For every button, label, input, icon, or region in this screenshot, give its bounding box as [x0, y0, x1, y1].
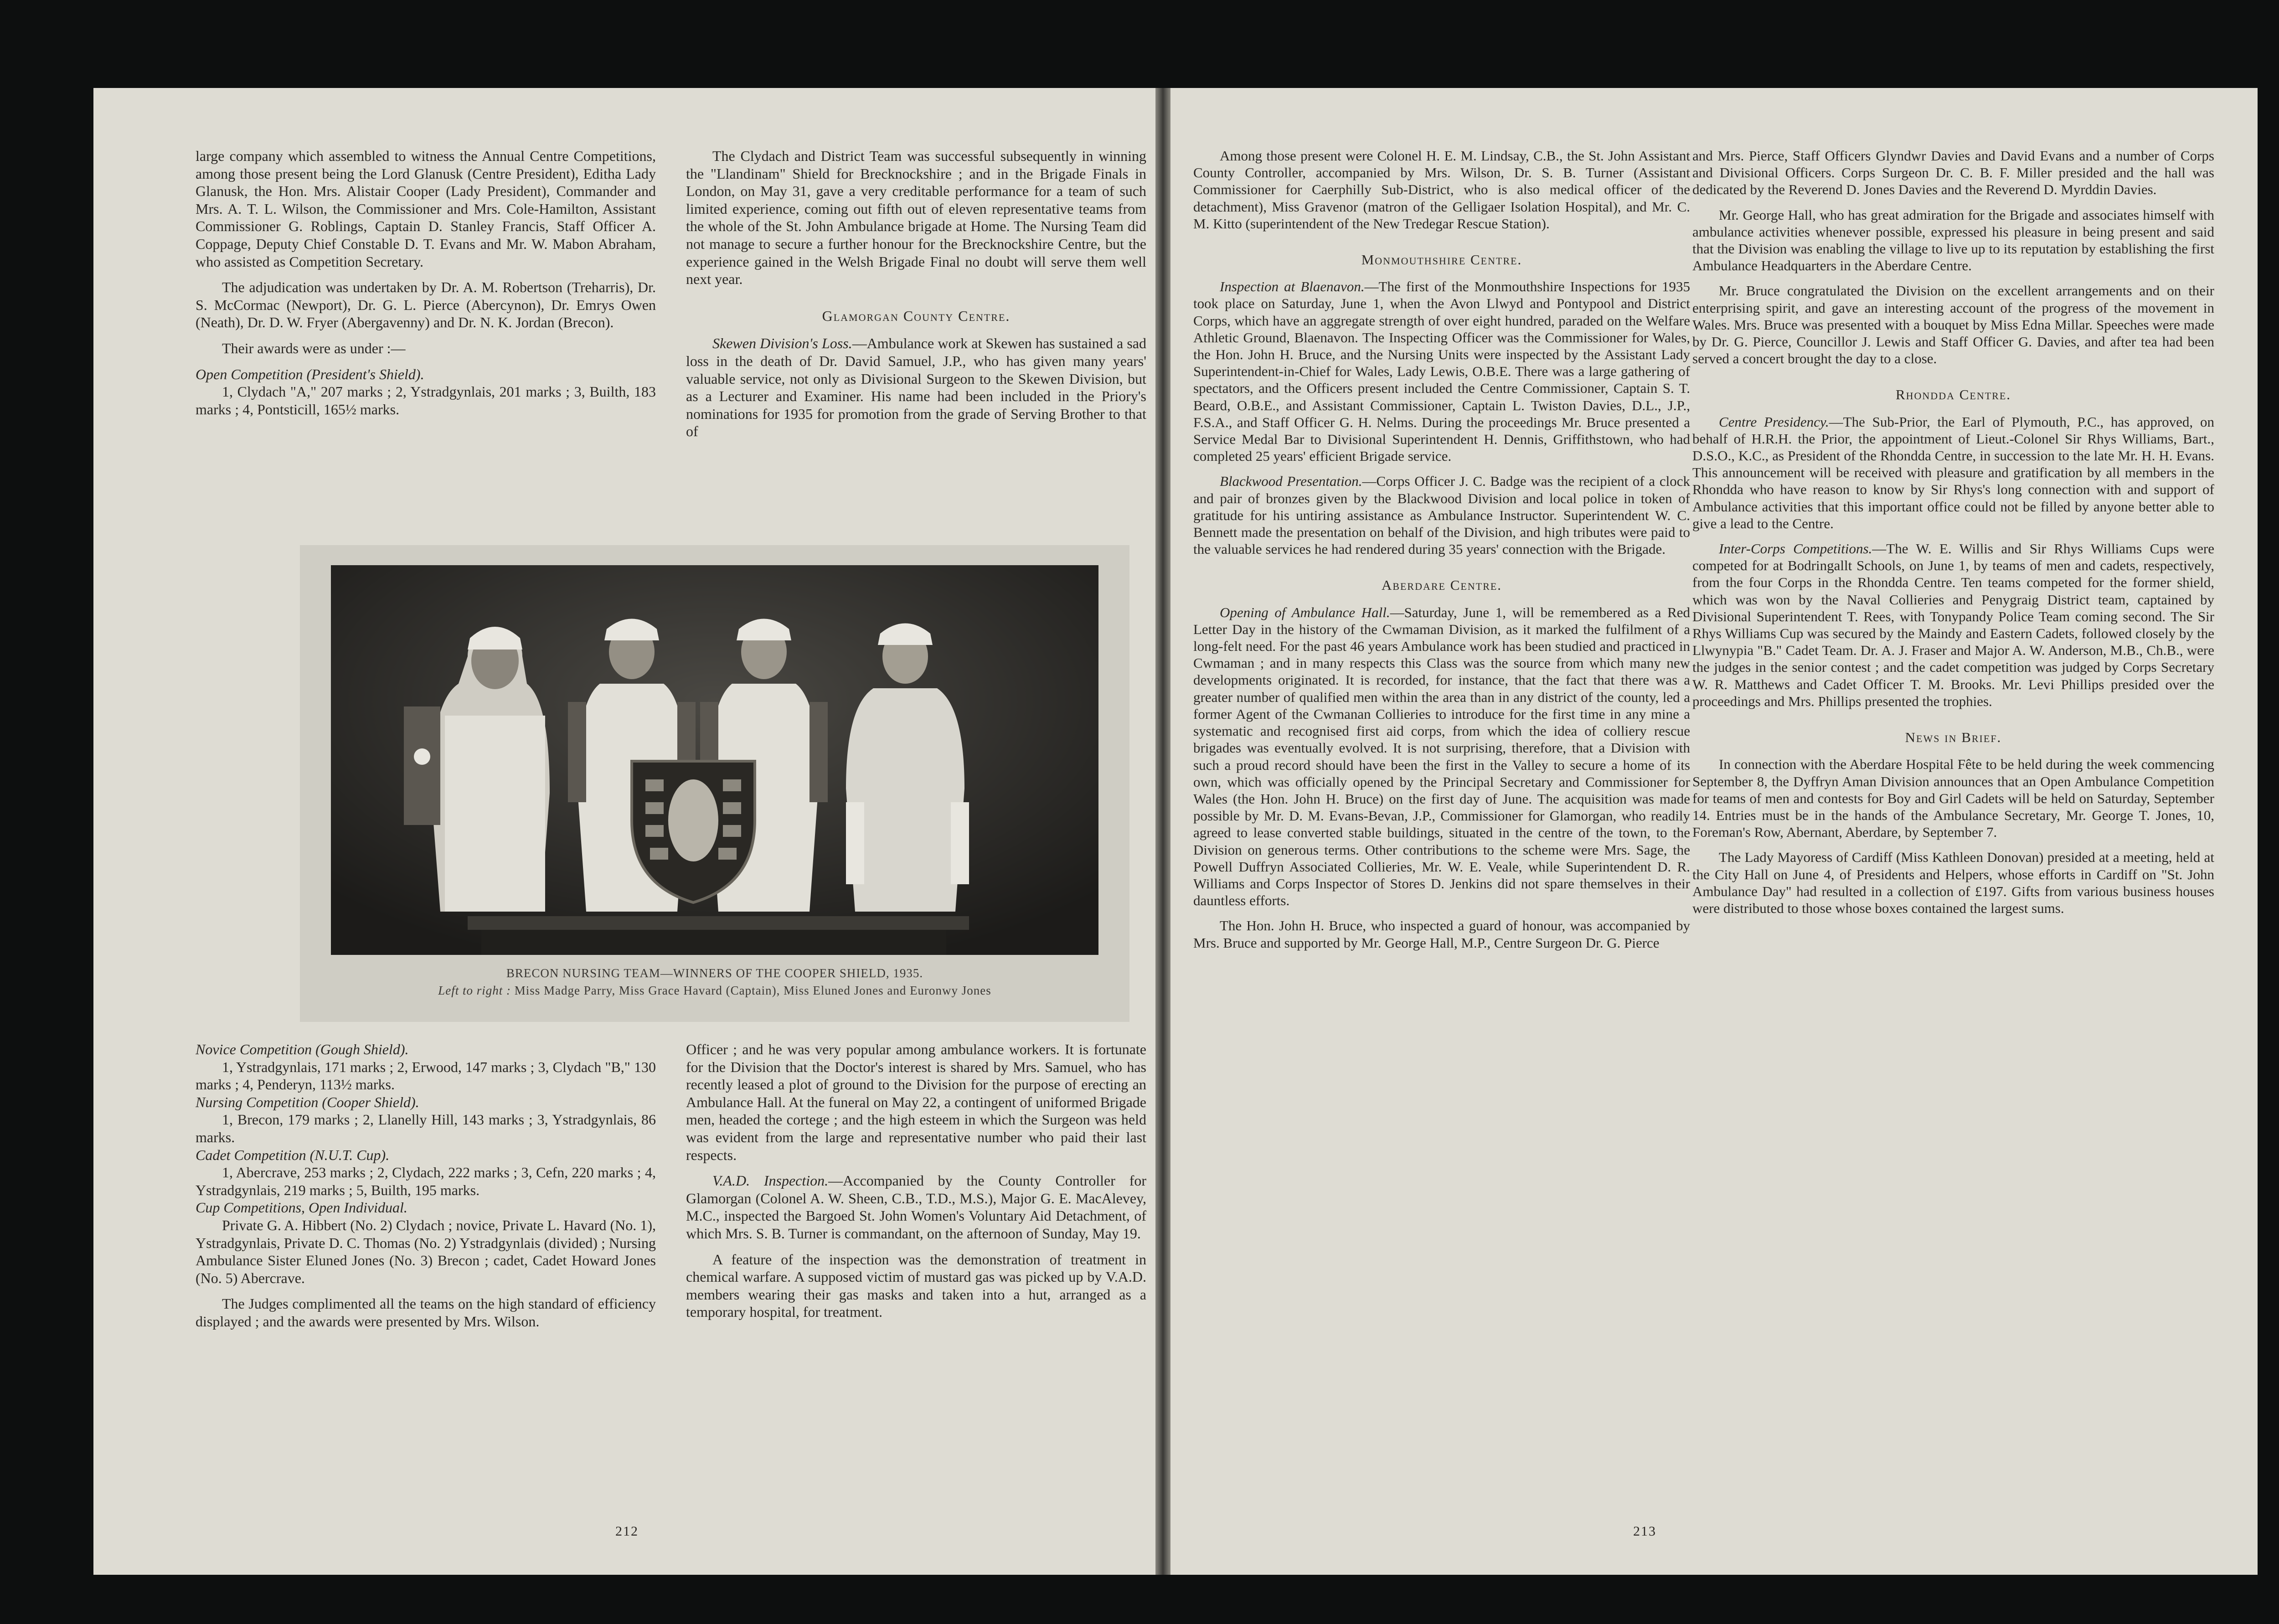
right-page: [1170, 88, 2258, 1575]
section-heading: Rhondda Centre.: [1895, 387, 2011, 403]
page-number: 212: [615, 1524, 639, 1539]
paragraph: [1193, 473, 1690, 557]
subheading: Nursing Competition (Cooper Shield).: [196, 1093, 419, 1110]
paragraph: [1692, 540, 2214, 710]
paragraph: Mr. George Hall, who has great admiration for the Brigade and associates himself with ambulance activities whenever possible, expressed his pleasure in being present and said that the Division was enabling the village to live up to its reputation by establishing the first Ambulance Headquarters in the Aberdare Centre.: [1692, 206, 2214, 274]
paragraph-text: —The first of the Monmouthshire Inspections for 1935 took place on Saturday, June 1, when the Avon Llwyd and Pontypool and District Corps, which have an aggregate strength of over eight hundred, paraded on the Welfare Athletic Ground, Blaenavon. The Inspecting Officer was the Commissioner for Wales, the Hon. John H. Bruce, and the Nursing Units were inspected by the Assistant Lady Superintendent-in-Chief for Wales, Lady Lewis, O.B.E. There was a large gathering of spectators, and the Officers present included the Centre Commissioner, Captain S. T. Beard, O.B.E., and Assistant Commissioner, Captain L. Twiston Davies, D.L., J.P., F.S.A., and Staff Officer G. H. Nelms. During the proceedings Mr. Bruce presented a Service Medal Bar to Divisional Superintendent H. Dennis, Griffithstown, who had completed 25 years' efficient Brigade service.: [1193, 278, 1691, 464]
paragraph: [1193, 604, 1690, 909]
paragraph: 1, Clydach "A," 207 marks ; 2, Ystradgynlais, 201 marks ; 3, Builth, 183 marks ; 4, Pontsticill, 165½ marks.: [196, 383, 656, 418]
right-col-1: [1193, 147, 1690, 959]
section-heading: Aberdare Centre.: [1381, 577, 1502, 593]
paragraph-text: —Corps Officer J. C. Badge was the recipient of a clock and pair of bronzes given by the Blackwood Division and local police in token of gratitude for his untiring assistance as Ambulance Instructor. Superintendent W. C. Bennett made the presentation on behalf of the Division, and high tributes were paid to the valuable services he had rendered during 35 years' connection with the Brigade.: [1193, 473, 1690, 557]
left-page: [93, 88, 1155, 1575]
paragraph: 1, Brecon, 179 marks ; 2, Llanelly Hill, 143 marks ; 3, Ystradgynlais, 86 marks.: [196, 1111, 656, 1145]
paragraph: large company which assembled to witness the Annual Centre Competitions, among those present being the Lord Glanusk (Centre President), Editha Lady Glanusk, the Hon. Mrs. Alistair Cooper (Lady President), Commander and Mrs. A. T. L. Wilson, the Commissioner and Mrs. Cole-Hamilton, Assistant Commissioner G. Roblings, Captain D. Stanley Francis, Staff Officer A. Coppage, Deputy Chief Constable D. T. Evans and Mr. W. Mabon Abraham, who assisted as Competition Secretary.: [196, 148, 656, 270]
paragraph: 1, Ystradgynlais, 171 marks ; 2, Erwood, 147 marks ; 3, Clydach "B," 130 marks ; 4, Penderyn, 113½ marks.: [196, 1058, 656, 1093]
run-in-title: Skewen Division's Loss.: [712, 335, 852, 352]
team-photo: [331, 565, 1098, 955]
paragraph: A feature of the inspection was the demonstration of treatment in chemical warfare. A supposed victim of mustard gas was picked up by V.A.D. members wearing their gas masks and taken into a hut, arranged as a temporary hospital, for treatment.: [686, 1251, 1146, 1320]
paragraph: The Clydach and District Team was successful subsequently in winning the "Llandinam" Shield for Brecknockshire ; and in the Brigade Finals in London, on May 31, gave a very creditable performance for a team of such limited experience, coming out fifth out of eleven representative teams from the whole of the St. John Ambulance brigade at Home. The Nursing Team did not manage to secure a further honour for the Brecknockshire Centre, but the experience gained in the Welsh Brigade Final no doubt will serve them well next year.: [686, 148, 1146, 288]
paragraph: The adjudication was undertaken by Dr. A. M. Robertson (Treharris), Dr. S. McCormac (Newport), Dr. G. L. Pierce (Abercynon), Dr. Emrys Owen (Neath), Dr. D. W. Fryer (Abergavenny) and Dr. N. K. Jordan (Brecon).: [196, 279, 656, 331]
paragraph: Among those present were Colonel H. E. M. Lindsay, C.B., the St. John Assistant County Controller, accompanied by Mrs. Wilson, Dr. S. B. Turner (Assistant Commissioner for Caerphilly Sub-District, who is also medical officer of the detachment), Miss Gravenor (matron of the Gelligaer Isolation Hospital), and Mr. C. M. Kitto (superintendent of the New Tredegar Rescue Station).: [1193, 148, 1690, 232]
subheading: Cadet Competition (N.U.T. Cup).: [196, 1146, 390, 1163]
paragraph: [686, 335, 1146, 440]
paragraph-text: —Ambulance work at Skewen has sustained a sad loss in the death of Dr. David Samuel, J.P., who has given many years' valuable service, not only as Divisional Surgeon to the Skewen Division, but as a Lecturer and Examiner. His name had been included in the Priory's nominations for 1935 for promotion from the grade of Serving Brother to that of: [686, 335, 1147, 440]
left-col-4: [686, 1041, 1146, 1329]
section-heading: News in Brief.: [1905, 729, 2002, 746]
nursing-team-illustration: [331, 565, 1098, 955]
paragraph: The Judges complimented all the teams on the high standard of efficiency displayed ; and the awards were presented by Mrs. Wilson.: [196, 1295, 656, 1330]
paragraph: In connection with the Aberdare Hospital Fête to be held during the week commencing September 8, the Dyffryn Aman Division announces that an Open Ambulance Competition for teams of men and contests for Boy and Girl Cadets will be held on Saturday, September 14. Entries must be in the hands of the Ambulance Secretary, Mr. George T. Jones, 10, Foreman's Row, Abernant, Aberdare, by September 7.: [1692, 756, 2214, 840]
run-in-title: Inter-Corps Competitions.: [1719, 541, 1872, 557]
paragraph: [686, 1172, 1146, 1242]
run-in-title: Inspection at Blaenavon.: [1220, 278, 1365, 295]
paragraph: The Lady Mayoress of Cardiff (Miss Kathleen Donovan) presided at a meeting, held at the City Hall on June 4, of Presidents and Helpers, whose efforts in Cardiff on "St. John Ambulance Day" had resulted in a collection of £197. Gifts from various business houses were distributed to those whose boxes contained the largest sums.: [1692, 849, 2214, 916]
run-in-title: Centre Presidency.: [1719, 413, 1829, 430]
paragraph: and Mrs. Pierce, Staff Officers Glyndwr Davies and David Evans and a number of Corps and Divisional Officers. Corps Surgeon Dr. C. B. F. Miller presided and the hall was dedicated by the Reverend D. Jones Davies and the Reverend D. Myrddin Davies.: [1692, 148, 2214, 198]
subheading: Open Competition (President's Shield).: [196, 366, 424, 382]
paragraph: 1, Abercrave, 253 marks ; 2, Clydach, 222 marks ; 3, Cefn, 220 marks ; 4, Ystradgynlais, 219 marks ; 5, Builth, 195 marks.: [196, 1164, 656, 1198]
run-in-title: Blackwood Presentation.: [1220, 473, 1362, 490]
paragraph: The Hon. John H. Bruce, who inspected a guard of honour, was accompanied by Mrs. Bruce and supported by Mr. George Hall, M.P., Centre Surgeon Dr. G. Pierce: [1193, 918, 1690, 951]
paragraph: Their awards were as under :—: [222, 340, 406, 356]
paragraph-text: —Saturday, June 1, will be remembered as a Red Letter Day in the history of the Cwmaman Division, as it marked the fulfilment of a long-felt need. For the past 46 years Ambulance work has been studied and practiced in Cwmaman ; and in many respects this Class was the source from which many new developments originated. It is recorded, for instance, that the fact that there was a greater number of qualified men within the area than in any district of the county, led a former Agent of the Cwmanan Collieries to introduce for the first time in any mine a systematic and recognised first aid corps, from which the idea of colliery rescue brigades was eventually evolved. It is not surprising, therefore, that a Division with such a proud record should have been the first in the Valley to secure a home of its own, which was officially opened by the Principal Secretary and Commissioner for Wales (the Hon. John H. Bruce) on the first day of June. The acquisition was made possible by Mr. D. M. Evans-Bevan, J.P., Commissioner for Glamorgan, who readily agreed to lease converted stable buildings, situated in the centre of the town, to the Division on generous terms. Other contributions to the scheme were Mrs. Sage, the Powell Duffryn Associated Collieries, Mr. W. E. Veale, while Superintendent D. R. Williams and Corps Inspector of Stores D. Jenkins did not spare themselves in their dauntless efforts.: [1193, 604, 1690, 909]
caption-names: Miss Madge Parry, Miss Grace Havard (Captain), Miss Eluned Jones and Euronwy Jones: [514, 984, 991, 997]
page-number: 213: [1633, 1524, 1656, 1539]
paragraph: Private G. A. Hibbert (No. 2) Clydach ; novice, Private L. Havard (No. 1), Ystradgynlais, Private D. C. Thomas (No. 2) Ystradgynlais (divided) ; Nursing Ambulance Sister Eluned Jones (No. 3) Brecon ; cadet, Cadet Howard Jones (No. 5) Abercrave.: [196, 1217, 656, 1286]
photo-credits: [300, 984, 1129, 998]
photo-caption: BRECON NURSING TEAM—WINNERS OF THE COOPER SHIELD, 1935.: [506, 966, 923, 980]
paragraph-text: —The Sub-Prior, the Earl of Plymouth, P.C., has approved, on behalf of H.R.H. the Prior, the appointment of Lieut.-Colonel Sir Rhys Williams, Bart., D.S.O., K.C., as President of the Rhondda Centre, in succession to the late Mr. H. H. Evans. This announcement will be received with pleasure and gratification by all members in the Rhondda who have reason to know by Sir Rhys's long connection with and support of Ambulance activities that this important office could not be filled by anyone better able to give a lead to the Centre.: [1692, 413, 2214, 531]
paragraph: Officer ; and he was very popular among ambulance workers. It is fortunate for the Division that the Doctor's interest is shared by Mrs. Samuel, who has recently leased a plot of ground to the Division for the purpose of erecting an Ambulance Hall. At the funeral on May 22, a contingent of uniformed Brigade men, headed the cortege ; and the high esteem in which the Surgeon was held was evident from the large and representative number who paid their last respects.: [686, 1041, 1146, 1163]
paragraph: [1193, 278, 1690, 464]
paragraph-text: —Accompanied by the County Controller for Glamorgan (Colonel A. W. Sheen, C.B., T.D., M.S.), Major G. E. MacAlevey, M.C., inspected the Bargoed St. John Women's Voluntary Aid Detachment, of which Mrs. S. B. Turner is commandant, on the afternoon of Sunday, May 19.: [686, 1172, 1147, 1242]
left-col-2: [686, 147, 1146, 449]
book-gutter: [1155, 88, 1170, 1575]
subheading: Cup Competitions, Open Individual.: [196, 1199, 407, 1216]
photo-plate: [300, 545, 1129, 1022]
paragraph-text: —The W. E. Willis and Sir Rhys Williams Cups were competed for at Bodringallt Schools, on June 1, by teams of men and cadets, respectively, from the four Corps in the Rhondda Centre. Ten teams competed for the former shield, which was won by the Naval Collieries and Penygraig District team, captained by Divisional Superintendent T. Rees, with Tonypandy Police Team coming second. The Sir Rhys Williams Cup was secured by the Maindy and Eastern Cadets, followed closely by the Llwynypia "B." Cadet Team. Dr. A. J. Fraser and Major A. W. Anderson, M.B., Ch.B., were the judges in the senior contest ; and the cadet competition was judged by Corps Secretary W. R. Matthews and Cadet Officer T. M. Brooks. Mr. Levi Phillips presided over the proceedings and Mrs. Phillips presented the trophies.: [1692, 541, 2214, 709]
run-in-title: Opening of Ambulance Hall.: [1220, 604, 1390, 620]
left-col-1: [196, 147, 656, 426]
subheading: Novice Competition (Gough Shield).: [196, 1041, 409, 1057]
paragraph: [1692, 413, 2214, 532]
section-heading: Glamorgan County Centre.: [822, 307, 1011, 324]
paragraph: Mr. Bruce congratulated the Division on the excellent arrangements and on their enterprising spirit, and gave an interesting account of the progress of the movement in Wales. Mrs. Bruce was presented with a bouquet by Miss Edna Millar. Speeches were made by Dr. G. Pierce, Councillor J. Lewis and Staff Officer G. Davies, and after tea had been served a concert brought the day to a close.: [1692, 283, 2214, 367]
left-col-3: [196, 1041, 656, 1339]
right-col-2: [1692, 147, 2214, 925]
run-in-title: V.A.D. Inspection.: [712, 1172, 829, 1189]
section-heading: Monmouthshire Centre.: [1361, 252, 1522, 268]
caption-lead: Left to right :: [438, 984, 511, 997]
